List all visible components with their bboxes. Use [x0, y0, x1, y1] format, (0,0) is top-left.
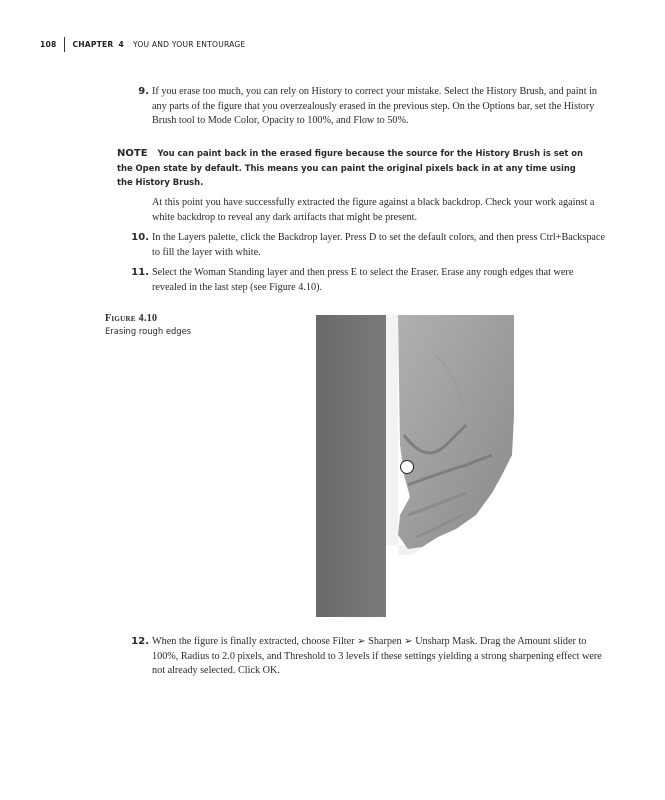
- step-9: [117, 85, 610, 129]
- page-number: 108: [40, 40, 57, 49]
- chapter-title: YOU AND YOUR ENTOURAGE: [132, 40, 246, 49]
- note-label: NOTE: [117, 148, 148, 159]
- step-number: 10.: [131, 232, 149, 243]
- note-text: You can paint back in the erased figure because the source for the History Brush is set on the Open state by default. This means you can paint the original pixels back in at any time using the History Brush.: [117, 148, 584, 187]
- chapter-label: CHAPTER: [72, 40, 114, 49]
- erasing-edges-illustration: [316, 315, 514, 617]
- figure-number: Figure 4.10: [105, 313, 158, 324]
- dark-backdrop: [316, 315, 386, 617]
- step-12: [117, 635, 610, 679]
- eraser-cursor-icon: [401, 461, 414, 474]
- figure-image: [316, 315, 514, 617]
- step-11: [117, 266, 610, 295]
- note-box: [117, 146, 587, 189]
- header-divider: [64, 37, 65, 52]
- step-10: [117, 231, 610, 260]
- step-number: 9.: [138, 86, 149, 97]
- step-text: Select the Woman Standing layer and then press E to select the Eraser. Erase any rough edges that were revealed in the last step (see Figure 4.10).: [152, 267, 574, 293]
- figure-label: [105, 313, 191, 337]
- step-text: In the Layers palette, click the Backdrop layer. Press D to set the default colors, and then press Ctrl+Backspace to fill the layer with white.: [152, 232, 605, 258]
- chapter-number: 4: [118, 40, 124, 49]
- step-text: When the figure is finally extracted, choose Filter ➢ Sharpen ➢ Unsharp Mask. Drag the Amount slider to 100%, Radius to 2.0 pixels, and Threshold to 3 levels if these settings yielding a strong sharpening effect were not already selected. Click OK.: [152, 636, 602, 676]
- step-number: 11.: [131, 267, 149, 278]
- step-number: 12.: [131, 636, 149, 647]
- body-paragraph: At this point you have successfully extracted the figure against a black backdrop. Check your work against a white backdrop to reveal any dark artifacts that might be present.: [152, 197, 595, 223]
- running-header: [40, 37, 245, 52]
- step-text: If you erase too much, you can rely on History to correct your mistake. Select the History Brush, and paint in any parts of the figure that you overzealously erased in the previous step. On the Options bar, set the History Brush tool to Mode Color, Opacity to 100%, and Flow to 50%.: [152, 86, 598, 126]
- figure-caption: Erasing rough edges: [105, 326, 192, 336]
